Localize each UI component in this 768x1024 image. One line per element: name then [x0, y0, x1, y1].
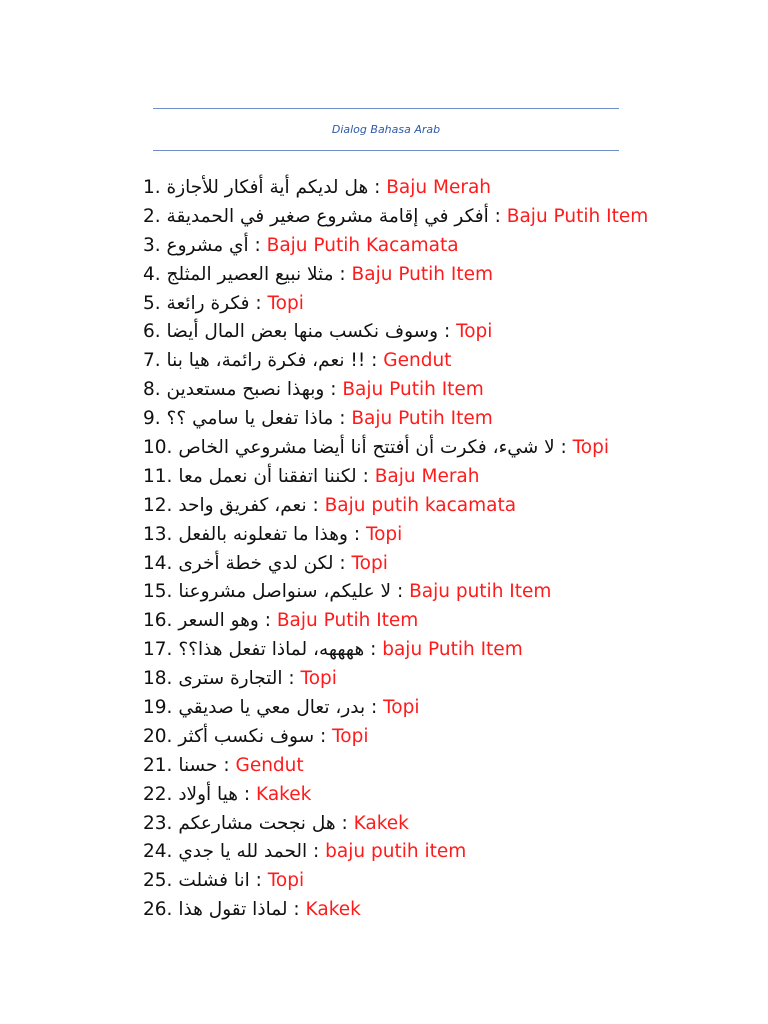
speaker-name: Gendut [383, 350, 452, 372]
speaker-separator: : [249, 292, 268, 314]
speaker-name: Topi [351, 552, 388, 574]
arabic-text: الحمد لله يا جدي [178, 841, 308, 863]
arabic-text: وهذا ما تفعلونه بالفعل [178, 523, 348, 545]
dialog-line [143, 232, 663, 261]
line-number: 23. [143, 812, 173, 834]
dialog-line [143, 521, 663, 550]
line-number: 3. [143, 234, 161, 256]
speaker-separator: : [335, 812, 354, 834]
speaker-separator: : [258, 610, 277, 632]
speaker-separator: : [333, 552, 352, 574]
speaker-name: Topi [267, 292, 304, 314]
line-number: 16. [143, 610, 173, 632]
line-number: 18. [143, 668, 173, 690]
arabic-text: هيا أولاد [178, 783, 239, 805]
dialog-line [143, 838, 663, 867]
arabic-text: مثلا نبيع العصير المثلج [166, 263, 334, 285]
dialog-line [143, 636, 663, 665]
arabic-text: فكرة رائعة [166, 292, 250, 314]
speaker-name: Topi [267, 870, 305, 892]
dialog-line [143, 752, 663, 781]
line-number: 1. [143, 177, 161, 198]
line-number: 20. [143, 725, 173, 747]
dialog-line [143, 463, 663, 492]
arabic-text: لا عليكم، سنواصل مشروعنا [178, 581, 392, 603]
line-number: 26. [143, 899, 173, 921]
arabic-text: لكننا اتفقنا أن نعمل معا [178, 465, 357, 487]
arabic-text: أي مشروع [166, 234, 249, 256]
line-number: 8. [143, 379, 161, 401]
line-number: 9. [143, 408, 161, 430]
dialog-line [143, 578, 663, 607]
speaker-name: Topi [300, 668, 337, 690]
speaker-separator: : [248, 234, 267, 256]
arabic-text: بدر، تعال معي يا صديقي [178, 697, 366, 719]
speaker-separator: : [249, 870, 268, 892]
document-header [153, 108, 619, 153]
speaker-name: Baju Putih Item [276, 610, 419, 632]
speaker-separator: : [391, 581, 410, 603]
speaker-separator: : [488, 205, 507, 227]
line-number: 24. [143, 841, 173, 863]
speaker-name: Topi [383, 697, 420, 719]
dialog-line [143, 607, 663, 636]
arabic-text: وبهذا نصبح مستعدين [166, 379, 325, 401]
document-title: Dialog Bahasa Arab [331, 123, 441, 136]
line-number: 11. [143, 465, 173, 487]
speaker-name: Baju Putih Item [342, 379, 484, 401]
dialog-line [143, 492, 663, 521]
speaker-separator: : [314, 725, 333, 747]
speaker-name: Topi [365, 523, 403, 545]
arabic-text: لماذا تقول هذا [178, 899, 288, 921]
arabic-text: وسوف نكسب منها بعض المال أيضا [166, 321, 439, 343]
speaker-separator: : [554, 437, 573, 459]
line-number: 5. [143, 292, 161, 314]
arabic-text: ماذا تفعل يا سامي ؟؟ [166, 408, 334, 430]
speaker-separator: : [238, 783, 257, 805]
speaker-name: Topi [456, 321, 493, 343]
arabic-text: أفكر في إقامة مشروع صغير في الحمديقة [166, 205, 489, 227]
arabic-text: لكن لدي خطة أخرى [178, 552, 334, 574]
arabic-text: ههههه، لماذا تفعل هذا؟؟ [178, 639, 365, 661]
speaker-separator: : [347, 523, 366, 545]
speaker-separator: : [306, 494, 325, 516]
line-number: 12. [143, 494, 173, 516]
line-number: 22. [143, 783, 173, 805]
dialog-line [143, 781, 663, 810]
speaker-name: Kakek [256, 783, 312, 805]
dialog-line [143, 203, 663, 232]
speaker-name: Baju putih kacamata [324, 494, 517, 516]
line-number: 13. [143, 523, 173, 545]
speaker-name: Kakek [305, 899, 361, 921]
speaker-separator: : [368, 177, 387, 198]
dialog-line [143, 347, 663, 376]
speaker-name: Gendut [235, 754, 304, 776]
dialog-line [143, 434, 663, 463]
speaker-name: Baju Putih Item [351, 263, 493, 285]
line-number: 15. [143, 581, 173, 603]
dialog-line [143, 261, 663, 290]
line-number: 14. [143, 552, 173, 574]
dialog-line [143, 318, 663, 347]
speaker-name: baju Putih Item [382, 639, 523, 661]
dialog-line [143, 665, 663, 694]
line-number: 17. [143, 639, 173, 661]
line-number: 4. [143, 263, 161, 285]
arabic-text: سوف نكسب أكثر [178, 725, 315, 747]
speaker-name: baju putih item [325, 841, 467, 863]
speaker-separator: : [365, 350, 384, 372]
speaker-separator: : [307, 841, 326, 863]
arabic-text: حسنا [178, 754, 218, 776]
speaker-separator: : [364, 639, 383, 661]
dialog-line [143, 290, 663, 319]
speaker-separator: : [333, 263, 352, 285]
dialog-line [143, 896, 663, 925]
dialog-line [143, 867, 663, 896]
line-number: 2. [143, 205, 161, 227]
arabic-text: !! نعم، فكرة رائمة، هيا بنا [166, 350, 366, 372]
speaker-name: Baju Merah [374, 465, 480, 487]
speaker-separator: : [282, 668, 301, 690]
dialog-line [143, 405, 663, 434]
speaker-name: Baju Merah [386, 177, 492, 198]
line-number: 25. [143, 870, 173, 892]
dialog-line [143, 376, 663, 405]
dialog-line [143, 174, 663, 203]
dialog-list [143, 174, 663, 925]
line-number: 19. [143, 697, 173, 719]
speaker-name: Baju Putih Kacamata [266, 234, 459, 256]
arabic-text: هل لديكم أية أفكار للأجازة [166, 177, 369, 198]
speaker-separator: : [365, 697, 384, 719]
speaker-separator: : [287, 899, 306, 921]
speaker-name: Baju Putih Item [506, 205, 649, 227]
speaker-name: Baju putih Item [409, 581, 552, 603]
arabic-text: هل نجحت مشارعكم [178, 812, 336, 834]
line-number: 7. [143, 350, 161, 372]
line-number: 10. [143, 437, 173, 459]
speaker-name: Baju Putih Item [351, 408, 493, 430]
speaker-separator: : [333, 408, 352, 430]
arabic-text: وهو السعر [178, 610, 259, 632]
dialog-line [143, 723, 663, 752]
line-number: 6. [143, 321, 161, 343]
speaker-name: Kakek [353, 812, 409, 834]
speaker-separator: : [356, 465, 375, 487]
speaker-name: Topi [572, 437, 609, 459]
header-bottom-rule [153, 150, 619, 151]
speaker-separator: : [217, 754, 236, 776]
arabic-text: التجارة سترى [178, 668, 283, 690]
arabic-text: انا فشلت [178, 870, 250, 892]
dialog-line [143, 550, 663, 579]
header-top-rule [153, 108, 619, 109]
speaker-separator: : [438, 321, 457, 343]
arabic-text: نعم، كفريق واحد [178, 494, 307, 516]
line-number: 21. [143, 754, 173, 776]
arabic-text: لا شيء، فكرت أن أفتتح أنا أيضا مشروعي الخاص [178, 437, 555, 459]
dialog-line [143, 694, 663, 723]
speaker-name: Topi [332, 725, 369, 747]
dialog-line [143, 810, 663, 839]
speaker-separator: : [324, 379, 343, 401]
